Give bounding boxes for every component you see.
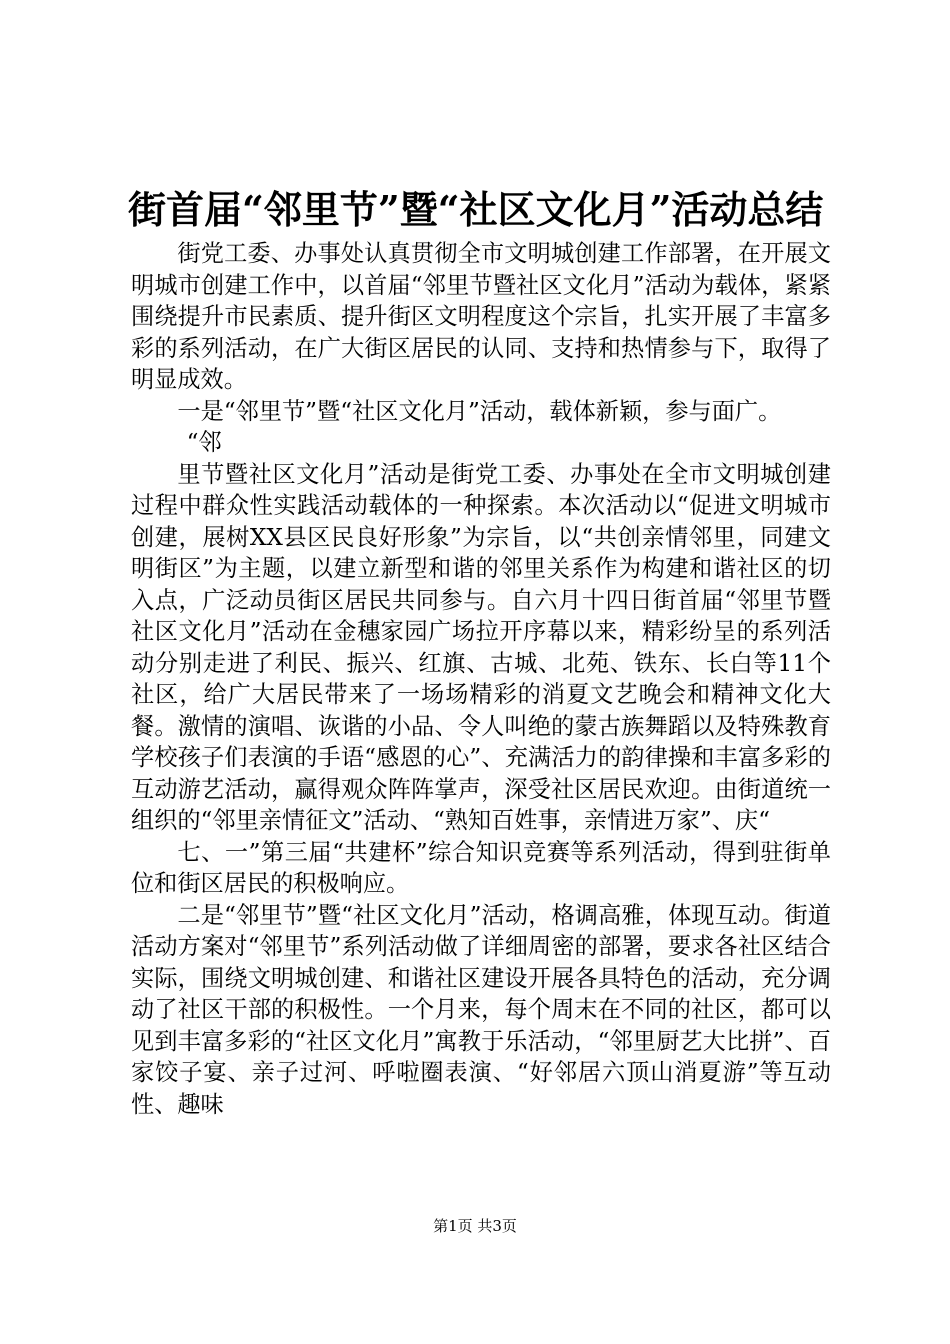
paragraph-competition: 七、一”第三届“共建杯”综合知识竞赛等系列活动，得到驻街单位和街区居民的积极响应。 — [131, 838, 831, 897]
paragraph-intro: 街党工委、办事处认真贯彻全市文明城创建工作部署，在开展文明城市创建工作中，以首届“邻里节暨社区文化月”活动为载体，紧紧围绕提升市民素质、提升街区文明程度这个宗旨，扎实开展了丰富多彩的系列活动，在广大街区居民的认同、支持和热情参与下，取得了明显成效。 — [131, 240, 831, 393]
paragraph-activities: 里节暨社区文化月”活动是街党工委、办事处在全市文明城创建过程中群众性实践活动载体的一种探索。本次活动以“促进文明城市创建，展树XX县区民良好形象”为宗旨，以“共创亲情邻里，同建文明街区”为主题，以建立新型和谐的邻里关系作为构建和谐社区的切入点，广泛动员街区居民共同参与。自六月十四日街首届“邻里节暨社区文化月”活动在金穗家园广场拉开序幕以来，精彩纷呈的系列活动分别走进了利民、振兴、红旗、古城、北苑、铁东、长白等11个社区，给广大居民带来了一场场精彩的消夏文艺晚会和精神文化大餐。激情的演唱、诙谐的小品、令人叫绝的蒙古族舞蹈以及特殊教育学校孩子们表演的手语“感恩的心”、充满活力的韵律操和丰富多彩的互动游艺活动，赢得观众阵阵掌声，深受社区居民欢迎。由街道统一组织的“邻里亲情征文”活动、“熟知百姓事，亲情进万家”、庆“ — [131, 460, 831, 834]
paragraph-quote-start: “邻 — [186, 429, 222, 456]
paragraph-point-two: 二是“邻里节”暨“社区文化月”活动，格调高雅，体现互动。街道活动方案对“邻里节”系列活动做了详细周密的部署，要求各社区结合实际，围绕文明城创建、和谐社区建设开展各具特色的活动，充分调动了社区干部的积极性。一个月来，每个周末在不同的社区，都可以见到丰富多彩的“社区文化月”寓教于乐活动，“邻里厨艺大比拼”、百家饺子宴、亲子过河、呼啦圈表演、“好邻居六顶山消夏游”等互动性、趣味 — [131, 901, 831, 1118]
paragraph-point-one: 一是“邻里节”暨“社区文化月”活动，载体新颖，参与面广。 — [177, 397, 782, 425]
document-title: 街首届“邻里节”暨“社区文化月”活动总结 — [128, 187, 824, 232]
document-body — [131, 238, 831, 1120]
page-footer: 第1页 共3页 — [433, 1217, 517, 1235]
